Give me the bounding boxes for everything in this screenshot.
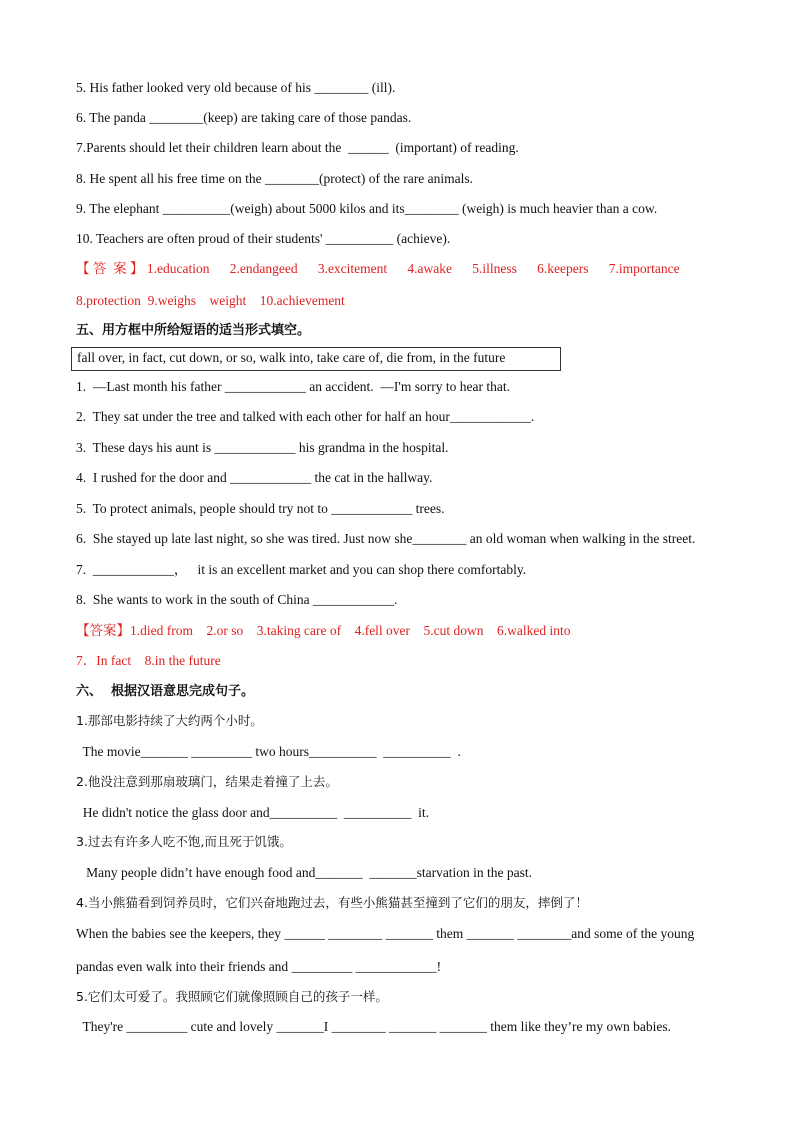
answer-line: 8.protection 9.weighs weight 10.achievement [76,293,345,308]
chinese-prompt: 3.过去有许多人吃不饱,而且死于饥饿。 [76,834,292,849]
answer-line: 【 答 案 】 1.education 2.endangeed 3.excitement 4.awake 5.illness 6.keepers 7.importance [76,261,680,276]
section-heading: 六、 根据汉语意思完成句子。 [76,684,255,699]
chinese-prompt: 4.当小熊猫看到饲养员时，它们兴奋地跑过去，有些小熊猫甚至撞到了它们的朋友，摔倒了！ [76,895,588,910]
chinese-prompt: 5.它们太可爱了。我照顾它们就像照顾自己的孩子一样。 [76,989,388,1004]
question-line: 7.Parents should let their children learn about the ______ (important) of reading. [76,140,519,155]
sentence-line: The movie_______ _________ two hours__________ __________ . [76,744,461,759]
phrase-list: fall over, in fact, cut down, or so, walk into, take care of, die from, in the future [77,350,506,365]
section-heading: 五、用方框中所给短语的适当形式填空。 [76,323,311,338]
sentence-line: When the babies see the keepers, they ______ ________ _______ them _______ ________and some of the young [76,926,695,941]
sentence-line: pandas even walk into their friends and _________ ____________! [76,959,442,974]
question-line: 7. ____________， it is an excellent market and you can shop there comfortably. [76,562,527,577]
question-line: 4. I rushed for the door and ____________ the cat in the hallway. [76,470,433,485]
question-line: 6. The panda ________(keep) are taking care of those pandas. [76,110,412,125]
answer-line: 【答案】1.died from 2.or so 3.taking care of 4.fell over 5.cut down 6.walked into [76,623,571,638]
question-line: 1. —Last month his father ____________ an accident. —I'm sorry to hear that. [76,379,510,394]
sentence-line: He didn't notice the glass door and__________ __________ it. [76,805,430,820]
question-line: 8. She wants to work in the south of China ____________. [76,592,398,607]
question-line: 3. These days his aunt is ____________ his grandma in the hospital. [76,440,449,455]
chinese-prompt: 1.那部电影持续了大约两个小时。 [76,713,263,728]
question-line: 8. He spent all his free time on the ________(protect) of the rare animals. [76,171,473,186]
sentence-line: They're _________ cute and lovely _______I ________ _______ _______ them like they’re my own babies. [76,1019,671,1034]
answer-line: 7．In fact 8.in the future [76,653,221,668]
question-line: 9. The elephant __________(weigh) about 5000 kilos and its________ (weigh) is much heavier than a cow. [76,201,658,216]
question-line: 2. They sat under the tree and talked with each other for half an hour____________. [76,409,535,424]
question-line: 5. To protect animals, people should try not to ____________ trees. [76,501,445,516]
sentence-line: Many people didn’t have enough food and_______ _______starvation in the past. [76,865,533,880]
chinese-prompt: 2.他没注意到那扇玻璃门，结果走着撞了上去。 [76,774,338,789]
question-line: 6. She stayed up late last night, so she was tired. Just now she________ an old woman when walking in the street. [76,531,696,546]
question-line: 10. Teachers are often proud of their students' __________ (achieve). [76,231,451,246]
phrase-box [71,347,561,371]
question-line: 5. His father looked very old because of his ________ (ill). [76,80,396,95]
